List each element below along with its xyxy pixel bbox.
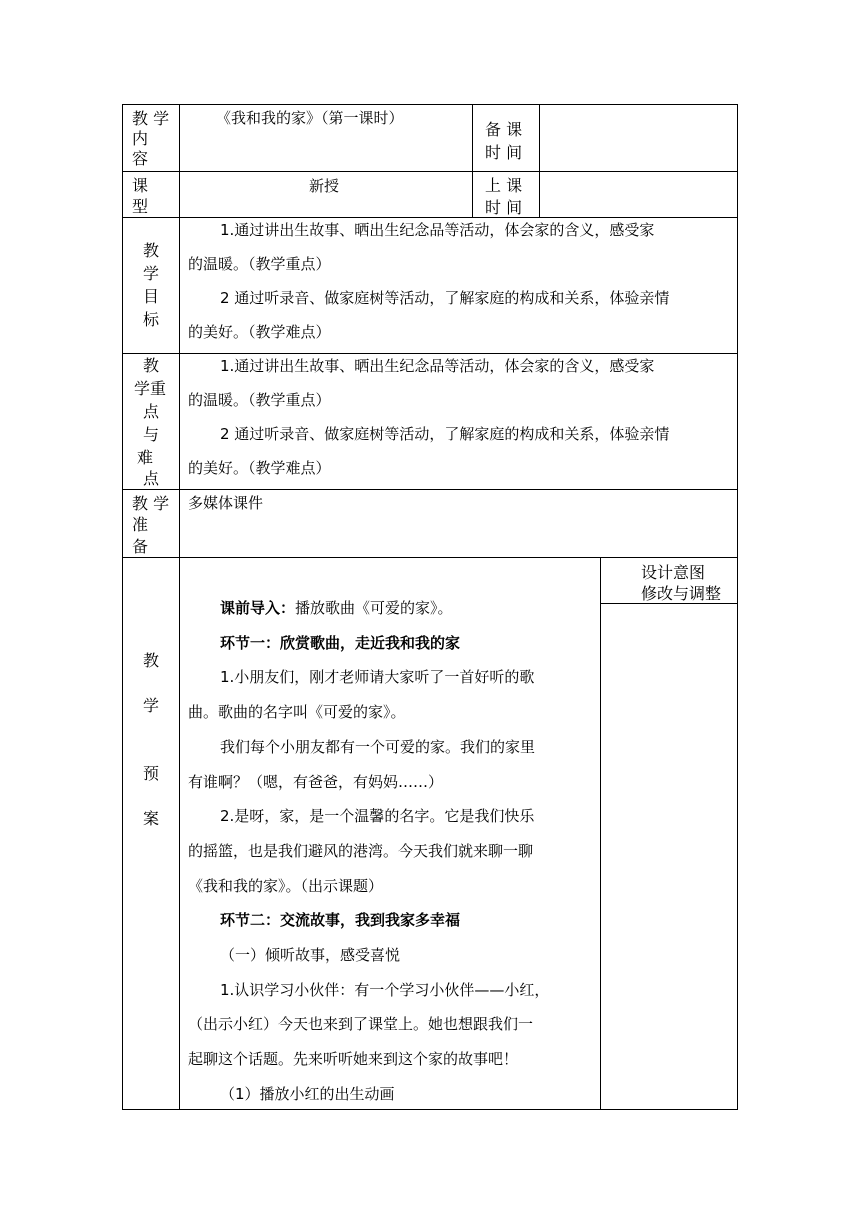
class-time-label-line-2: 时 间: [485, 198, 523, 217]
objective-line-4: 的美好。（教学难点）: [188, 323, 331, 341]
key-points-label-line-4: 与: [143, 425, 160, 444]
cell-class-time-value: [540, 172, 738, 218]
objectives-label-char-3: 目: [143, 287, 160, 306]
plan-line-rest: 播放歌曲《可爱的家》。: [295, 599, 453, 617]
cell-type-label: [122, 172, 180, 218]
preparation-content: 多媒体课件: [188, 494, 264, 512]
plan-line: 1.认识学习小伙伴：有一个学习小伙伴——小红，: [220, 981, 550, 999]
objective-line-3: 2 通过听录音、做家庭树等活动，了解家庭的构成和关系，体验亲情: [220, 289, 670, 307]
objective-line-2: 的温暖。（教学重点）: [188, 255, 331, 273]
cell-prep-time-value: [540, 104, 738, 172]
key-point-line-2: 的温暖。（教学重点）: [188, 391, 331, 409]
type-label-line-1: 课: [132, 176, 149, 195]
preparation-label-line-1: 教 学: [132, 494, 170, 513]
plan-line: 起聊这个话题。先来听听她来到这个家的故事吧！: [188, 1050, 519, 1068]
prep-time-label-line-2: 时 间: [485, 143, 523, 162]
content-label-line-3: 容: [132, 149, 149, 168]
plan-line: [220, 600, 453, 617]
cell-design-intent-value: [601, 604, 738, 1110]
plan-line: （一）倾听故事，感受喜悦: [220, 946, 401, 964]
key-points-label-line-5: 难: [137, 448, 154, 467]
plan-line: 环节二：交流故事，我到我家多幸福: [220, 911, 461, 929]
plan-line: 的摇篮，也是我们避风的港湾。今天我们就来聊一聊: [188, 842, 534, 860]
objectives-label-char-1: 教: [143, 241, 160, 260]
plan-label-char-3: 预: [143, 764, 160, 783]
cell-preparation-value: [180, 490, 738, 558]
design-intent-header-line-1: 设计意图: [641, 563, 706, 582]
preparation-label-line-2: 准: [132, 515, 149, 534]
cell-objectives-label: [122, 218, 180, 354]
plan-line: 曲。歌曲的名字叫《可爱的家》。: [188, 703, 406, 721]
plan-line-bold-prefix: 课前导入：: [220, 599, 296, 617]
preparation-label-line-3: 备: [132, 537, 149, 556]
key-points-label-line-3: 点: [143, 402, 160, 421]
plan-line: 1.小朋友们，刚才老师请大家听了一首好听的歌: [220, 668, 535, 686]
type-label-line-2: 型: [132, 197, 149, 216]
plan-label-char-2: 学: [143, 696, 160, 715]
plan-label-char-1: 教: [143, 651, 160, 670]
key-point-line-1: 1.通过讲出生故事、晒出生纪念品等活动，体会家的含义，感受家: [220, 357, 655, 375]
content-label-line-1: 教 学: [132, 109, 170, 128]
key-point-line-4: 的美好。（教学难点）: [188, 459, 331, 477]
objectives-label-char-2: 学: [143, 264, 160, 283]
plan-line: 有谁啊？（嗯，有爸爸，有妈妈……）: [188, 773, 444, 791]
key-points-label-line-1: 教: [143, 356, 160, 375]
plan-line: 环节一：欣赏歌曲，走近我和我的家: [220, 634, 461, 652]
lesson-type: 新授: [309, 177, 340, 195]
plan-line: 《我和我的家》。（出示课题）: [188, 877, 384, 895]
key-point-line-3: 2 通过听录音、做家庭树等活动，了解家庭的构成和关系，体验亲情: [220, 425, 670, 443]
lesson-title: 《我和我的家》（第一课时）: [216, 109, 404, 127]
objective-line-1: 1.通过讲出生故事、晒出生纪念品等活动，体会家的含义，感受家: [220, 221, 655, 239]
prep-time-label-line-1: 备 课: [485, 120, 523, 139]
plan-label-char-4: 案: [143, 809, 160, 828]
design-intent-header-line-2: 修改与调整: [641, 584, 722, 603]
plan-line: 2.是呀，家，是一个温馨的名字。它是我们快乐: [220, 807, 535, 825]
plan-line: （出示小红）今天也来到了课堂上。她也想跟我们一: [188, 1015, 534, 1033]
plan-line: 我们每个小朋友都有一个可爱的家。我们的家里: [220, 738, 536, 756]
objectives-label-char-4: 标: [143, 310, 160, 329]
class-time-label-line-1: 上 课: [485, 176, 523, 195]
plan-line: （1）播放小红的出生动画: [220, 1085, 395, 1103]
cell-plan-label: [122, 558, 180, 1110]
content-label-line-2: 内: [132, 129, 149, 148]
key-points-label-line-6: 点: [143, 469, 160, 488]
key-points-label-line-2: 学重: [134, 379, 167, 398]
